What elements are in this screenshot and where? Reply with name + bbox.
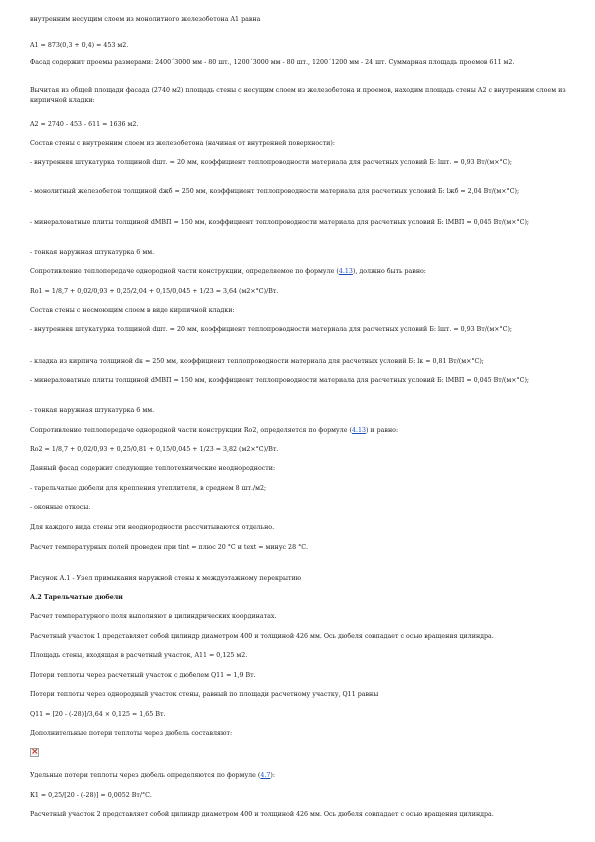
list-item: - кладка из кирпича толщиной dк = 250 мм, коэффициент теплопроводности материала для расчетных условий Б: lк = 0,81 Вт/(м×°С); xyxy=(30,358,484,365)
paragraph: внутренним несущим слоем из монолитного железобетона A1 равна xyxy=(30,16,261,23)
formula-line: Ro1 = 1/8,7 + 0,02/0,93 + 0,25/2,04 + 0,15/0,045 + 1/23 = 3,64 (м2×°С)/Вт. xyxy=(30,288,279,295)
formula-line: К1 = 0,25/[20 - (-28)] = 0,0052 Вт/°С. xyxy=(30,792,152,799)
list-item: - тонкая наружная штукатурка 6 мм. xyxy=(30,249,155,256)
paragraph: Расчетный участок 2 представляет собой цилиндр диаметром 400 и толщиной 426 мм. Ось дюбеля совпадает с осью вращения цилиндра. xyxy=(30,811,494,818)
paragraph: Потери теплоты через расчетный участок с дюбелем Q11 = 1,9 Вт. xyxy=(30,672,256,679)
paragraph: Сопротивление теплопередаче однородной части конструкции, определяемое по формуле (4.13), должно быть равно: xyxy=(30,268,426,275)
list-item: - монолитный железобетон толщиной dжб = 250 мм, коэффициент теплопроводности материала для расчетных условий Б: lжб = 2,04 Вт/(м×°С); xyxy=(30,188,520,195)
formula-link[interactable]: 4.13 xyxy=(338,268,353,275)
list-item: - внутренняя штукатурка толщиной dшт. = 20 мм, коэффициент теплопроводности материала для расчетных условий Б: lшт. = 0,93 Вт/(м×°С); xyxy=(30,159,513,166)
list-item: - минераловатные плиты толщиной dМВП = 150 мм, коэффициент теплопроводности материала для расчетных условий Б: lМВП = 0,045 Вт/(м×°С); xyxy=(30,219,530,226)
paragraph: Фасад содержит проемы размерами: 2400´3000 мм - 80 шт., 1200´3000 мм - 80 шт., 1200´1200 мм - 24 шт. Суммарная площадь проемов 611 м2. xyxy=(30,59,515,66)
paragraph: Данный фасад содержит следующие теплотехнические неоднородности: xyxy=(30,465,276,472)
paragraph: Площадь стены, входящая в расчетный участок, A11 = 0,125 м2. xyxy=(30,652,248,659)
paragraph: Расчет температурных полей проведен при tint = плюс 20 °С и text = минус 28 °С. xyxy=(30,544,309,551)
formula-link[interactable]: 4.7 xyxy=(260,772,271,779)
section-heading: А.2 Тарельчатые дюбели xyxy=(30,594,123,601)
paragraph: Состав стены с несмоющим слоем в виде кирпичной кладки: xyxy=(30,307,235,314)
paragraph: Удельные потери теплоты через дюбель определяются по формуле (4.7): xyxy=(30,772,275,779)
paragraph: Потери теплоты через однородный участок стены, равный по площади расчетному участку, Q11 равны xyxy=(30,691,379,698)
formula-line: A1 = 873(0,3 + 0,4) = 453 м2. xyxy=(30,42,129,49)
paragraph: Сопротивление теплопередаче однородной части конструкции Ro2, определяется по формуле (4.13) и равно: xyxy=(30,427,399,434)
list-item: - тонкая наружная штукатурка 6 мм. xyxy=(30,407,155,414)
paragraph: Состав стены с внутренним слоем из железобетона (начиная от внутренней поверхности): xyxy=(30,140,335,147)
formula-line: Ro2 = 1/8,7 + 0,02/0,93 + 0,25/0,81 + 0,15/0,045 + 1/23 = 3,82 (м2×°С)/Вт. xyxy=(30,446,279,453)
list-item: - оконные откосы. xyxy=(30,504,91,511)
formula-line: Q11 = [20 - (-28)]/3,64 × 0,125 = 1,65 Вт. xyxy=(30,711,166,718)
list-item: - минераловатные плиты толщиной dМВП = 150 мм, коэффициент теплопроводности материала для расчетных условий Б: lМВП = 0,045 Вт/(м×°С); xyxy=(30,377,530,384)
formula-link[interactable]: 4.13 xyxy=(351,427,366,434)
paragraph: Для каждого вида стены эти неоднородности рассчитываются отдельно. xyxy=(30,524,275,531)
paragraph: Расчет температурного поля выполняют в цилиндрических координатах. xyxy=(30,613,277,620)
paragraph: Вычитая из общей площади фасада (2740 м2) площадь стены с несущим слоем из железобетона и проемов, находим площадь стены A2 с внутренним слоем из кирпичной кладки: xyxy=(30,87,566,104)
list-item: - тарельчатые дюбели для крепления утеплителя, в среднем 8 шт./м2; xyxy=(30,485,267,492)
paragraph: Расчетный участок 1 представляет собой цилиндр диаметром 400 и толщиной 426 мм. Ось дюбеля совпадает с осью вращения цилиндра. xyxy=(30,633,494,640)
list-item: - внутренняя штукатурка толщиной dшт. = 20 мм, коэффициент теплопроводности материала для расчетных условий Б: lшт. = 0,93 Вт/(м×°С); xyxy=(30,326,513,333)
image-placeholder xyxy=(30,748,570,761)
paragraph: Дополнительные потери теплоты через дюбель составляют: xyxy=(30,730,233,737)
figure-caption: Рисунок А.1 - Узел примыкания наружной стены к междуэтажному перекрытию xyxy=(30,575,302,582)
formula-line: A2 = 2740 - 453 - 611 = 1636 м2. xyxy=(30,121,139,128)
broken-image-icon xyxy=(30,748,39,757)
